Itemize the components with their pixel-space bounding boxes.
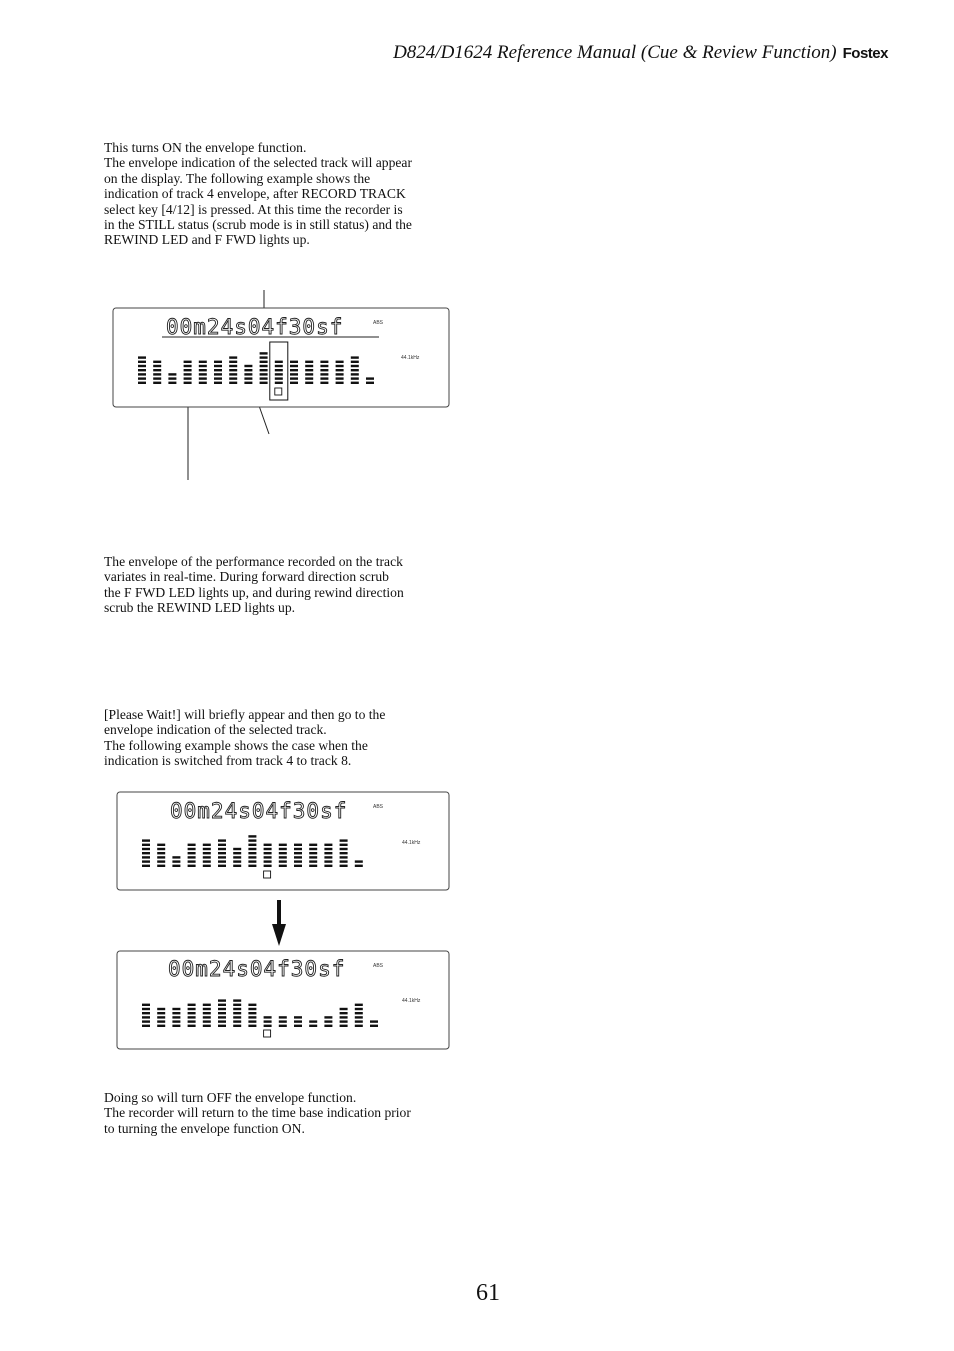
manual-title: D824/D1624 Reference Manual (Cue & Review Function) (393, 42, 837, 63)
meter-segment (218, 865, 226, 867)
meter-segment (142, 1016, 150, 1018)
lcd-display-1 (113, 308, 449, 407)
meter-segment (336, 365, 344, 367)
meter-segment (142, 848, 150, 850)
meter-segment (153, 382, 161, 384)
meter-segment (340, 1025, 348, 1027)
meter-segment (294, 860, 302, 862)
meter-segment (294, 856, 302, 858)
meter-segment (294, 1020, 302, 1022)
meter-segment (233, 1008, 241, 1010)
meter-segment (294, 844, 302, 846)
selected-track-marker (275, 388, 282, 395)
page-number: 61 (476, 1280, 500, 1306)
meter-segment (229, 365, 237, 367)
meter-segment (248, 1020, 256, 1022)
text-line: scrub the REWIND LED lights up. (104, 600, 296, 616)
meter-segment (199, 365, 207, 367)
meter-segment (233, 865, 241, 867)
meter-segment (188, 1004, 196, 1006)
meter-segment (264, 865, 272, 867)
meter-segment (260, 369, 268, 371)
meter-segment (340, 1020, 348, 1022)
meter-segment (370, 1025, 378, 1027)
meter-segment (229, 361, 237, 363)
meter-segment (309, 856, 317, 858)
meter-segment (199, 373, 207, 375)
meter-segment (233, 856, 241, 858)
meter-segment (248, 839, 256, 841)
lcd-time-readout: 00m24s04f30sf (168, 957, 346, 981)
meter-segment (290, 365, 298, 367)
meter-segment (142, 856, 150, 858)
meter-segment (188, 1012, 196, 1014)
meter-segment (279, 860, 287, 862)
meter-segment (138, 382, 146, 384)
meter-segment (138, 369, 146, 371)
meter-segment (188, 865, 196, 867)
meter-segment (188, 1020, 196, 1022)
meter-segment (248, 835, 256, 837)
meter-segment (214, 377, 222, 379)
meter-segment (233, 860, 241, 862)
meter-segment (248, 844, 256, 846)
meter-segment (324, 848, 332, 850)
meter-segment (188, 852, 196, 854)
meter-segment (168, 373, 176, 375)
meter-segment (153, 369, 161, 371)
meter-segment (184, 373, 192, 375)
meter-segment (203, 856, 211, 858)
meter-segment (153, 377, 161, 379)
meter-segment (218, 1025, 226, 1027)
meter-segment (248, 1004, 256, 1006)
meter-segment (142, 1008, 150, 1010)
meter-segment (188, 1025, 196, 1027)
meter-segment (264, 852, 272, 854)
meter-segment (260, 382, 268, 384)
meter-segment (309, 1020, 317, 1022)
meter-segment (305, 365, 313, 367)
meter-segment (279, 844, 287, 846)
meter-segment (233, 1012, 241, 1014)
meter-segment (142, 839, 150, 841)
meter-segment (188, 848, 196, 850)
meter-segment (336, 373, 344, 375)
meter-segment (320, 377, 328, 379)
meter-segment (309, 1025, 317, 1027)
brand-logo: Fostex (842, 45, 888, 62)
meter-segment (203, 860, 211, 862)
text-line: REWIND LED and F FWD lights up. (104, 232, 310, 248)
meter-segment (260, 356, 268, 358)
meter-segment (336, 369, 344, 371)
meter-segment (142, 852, 150, 854)
meter-segment (355, 865, 363, 867)
meter-segment (214, 382, 222, 384)
meter-segment (305, 361, 313, 363)
meter-segment (248, 848, 256, 850)
meter-segment (340, 848, 348, 850)
meter-segment (218, 852, 226, 854)
meter-segment (218, 1020, 226, 1022)
meter-segment (309, 865, 317, 867)
meter-segment (233, 1020, 241, 1022)
meter-segment (355, 1012, 363, 1014)
meter-segment (157, 1008, 165, 1010)
meter-segment (340, 1016, 348, 1018)
meter-segment (172, 1020, 180, 1022)
meter-segment (336, 382, 344, 384)
meter-segment (290, 361, 298, 363)
meter-segment (320, 373, 328, 375)
meter-segment (366, 382, 374, 384)
meter-segment (142, 1012, 150, 1014)
meter-segment (248, 1008, 256, 1010)
text-line: select key [4/12] is pressed. At this time the recorder is (104, 201, 403, 217)
meter-segment (294, 1016, 302, 1018)
meter-segment (260, 373, 268, 375)
meter-segment (351, 365, 359, 367)
meter-segment (229, 377, 237, 379)
meter-segment (279, 1020, 287, 1022)
meter-segment (153, 373, 161, 375)
meter-segment (203, 1020, 211, 1022)
meter-segment (157, 860, 165, 862)
meter-segment (184, 369, 192, 371)
meter-segment (351, 361, 359, 363)
meter-segment (172, 860, 180, 862)
text-line: envelope indication of the selected track. (104, 722, 327, 738)
meter-segment (214, 365, 222, 367)
meter-segment (188, 1008, 196, 1010)
meter-segment (199, 377, 207, 379)
meter-segment (188, 860, 196, 862)
meter-segment (153, 365, 161, 367)
meter-segment (336, 361, 344, 363)
meter-segment (324, 844, 332, 846)
text-line: The envelope indication of the selected track will appear (104, 155, 412, 171)
meter-segment (248, 856, 256, 858)
meter-segment (294, 1025, 302, 1027)
meter-segment (351, 382, 359, 384)
meter-segment (320, 361, 328, 363)
meter-segment (260, 365, 268, 367)
abs-indicator: ABS (373, 320, 384, 326)
meter-segment (248, 852, 256, 854)
meter-segment (264, 844, 272, 846)
text-line: on the display. The following example shows the (104, 170, 371, 186)
meter-segment (157, 856, 165, 858)
meter-segment (203, 1012, 211, 1014)
meter-segment (233, 1025, 241, 1027)
meter-segment (142, 1025, 150, 1027)
meter-segment (218, 1016, 226, 1018)
meter-segment (233, 848, 241, 850)
meter-segment (260, 352, 268, 354)
meter-segment (188, 844, 196, 846)
text-line: [Please Wait!] will briefly appear and then go to the (104, 707, 386, 722)
meter-segment (275, 377, 283, 379)
meter-segment (324, 1020, 332, 1022)
text-line: indication is switched from track 4 to track 8. (104, 753, 352, 769)
meter-segment (172, 1016, 180, 1018)
meter-segment (142, 860, 150, 862)
meter-segment (199, 361, 207, 363)
meter-segment (290, 382, 298, 384)
meter-segment (340, 844, 348, 846)
meter-segment (142, 1020, 150, 1022)
meter-segment (340, 1012, 348, 1014)
text-line: indication of track 4 envelope, after RECORD TRACK (104, 186, 406, 202)
meter-segment (203, 865, 211, 867)
meter-segment (305, 377, 313, 379)
meter-segment (218, 839, 226, 841)
meter-segment (229, 373, 237, 375)
meter-segment (157, 852, 165, 854)
lcd-display-2 (117, 792, 449, 890)
meter-segment (138, 377, 146, 379)
meter-segment (233, 1016, 241, 1018)
meter-segment (218, 856, 226, 858)
text-line: the F FWD LED lights up, and during rewind direction (104, 584, 404, 600)
meter-segment (248, 865, 256, 867)
selected-track-marker (264, 1030, 271, 1037)
meter-segment (340, 1008, 348, 1010)
meter-segment (370, 1020, 378, 1022)
meter-segment (157, 1020, 165, 1022)
meter-segment (138, 373, 146, 375)
meter-segment (244, 369, 252, 371)
meter-segment (172, 856, 180, 858)
meter-segment (355, 860, 363, 862)
abs-indicator: ABS (373, 963, 384, 969)
meter-segment (218, 860, 226, 862)
abs-indicator: ABS (373, 804, 384, 810)
text-line: The following example shows the case when the (104, 737, 368, 753)
meter-segment (218, 848, 226, 850)
meter-segment (340, 852, 348, 854)
meter-segment (279, 865, 287, 867)
meter-segment (260, 377, 268, 379)
text-line: Doing so will turn OFF the envelope function. (104, 1090, 357, 1105)
meter-segment (138, 365, 146, 367)
meter-segment (218, 999, 226, 1001)
meter-segment (218, 1004, 226, 1006)
meter-segment (355, 1008, 363, 1010)
meter-segment (244, 377, 252, 379)
meter-segment (142, 865, 150, 867)
meter-segment (203, 1004, 211, 1006)
meter-segment (290, 369, 298, 371)
meter-segment (290, 377, 298, 379)
meter-segment (340, 856, 348, 858)
meter-segment (248, 1012, 256, 1014)
meter-segment (157, 865, 165, 867)
meter-segment (157, 848, 165, 850)
meter-segment (264, 860, 272, 862)
meter-segment (244, 373, 252, 375)
text-line: to turning the envelope function ON. (104, 1120, 305, 1136)
meter-segment (260, 361, 268, 363)
meter-segment (340, 839, 348, 841)
meter-segment (355, 1025, 363, 1027)
meter-segment (275, 373, 283, 375)
meter-segment (290, 373, 298, 375)
meter-segment (264, 1016, 272, 1018)
meter-segment (264, 1025, 272, 1027)
meter-segment (351, 377, 359, 379)
meter-segment (275, 365, 283, 367)
meter-segment (324, 865, 332, 867)
meter-segment (351, 356, 359, 358)
selected-track-marker (264, 871, 271, 878)
meter-segment (279, 1016, 287, 1018)
meter-segment (199, 369, 207, 371)
meter-segment (203, 1016, 211, 1018)
meter-segment (157, 1016, 165, 1018)
meter-segment (168, 377, 176, 379)
meter-segment (157, 1025, 165, 1027)
sample-rate-indicator: 44.1kHz (402, 840, 421, 846)
meter-segment (203, 848, 211, 850)
meter-segment (229, 356, 237, 358)
meter-segment (244, 382, 252, 384)
meter-segment (203, 844, 211, 846)
meter-segment (336, 377, 344, 379)
meter-segment (294, 865, 302, 867)
meter-segment (324, 1016, 332, 1018)
meter-segment (214, 361, 222, 363)
meter-segment (275, 361, 283, 363)
meter-segment (157, 1012, 165, 1014)
meter-segment (275, 369, 283, 371)
meter-segment (351, 373, 359, 375)
meter-segment (324, 856, 332, 858)
meter-segment (294, 848, 302, 850)
meter-segment (320, 365, 328, 367)
meter-segment (324, 860, 332, 862)
meter-segment (172, 1025, 180, 1027)
text-line: The envelope of the performance recorded on the track (104, 554, 403, 569)
meter-segment (153, 361, 161, 363)
meter-segment (199, 382, 207, 384)
meter-segment (188, 1016, 196, 1018)
meter-segment (188, 856, 196, 858)
meter-segment (355, 1004, 363, 1006)
text-line: The recorder will return to the time base indication prior (104, 1105, 411, 1121)
meter-segment (172, 865, 180, 867)
meter-segment (142, 844, 150, 846)
meter-segment (203, 852, 211, 854)
meter-segment (324, 852, 332, 854)
meter-segment (279, 856, 287, 858)
meter-segment (248, 1025, 256, 1027)
meter-segment (264, 1020, 272, 1022)
meter-segment (138, 356, 146, 358)
meter-segment (218, 1008, 226, 1010)
meter-segment (184, 365, 192, 367)
down-arrow-icon (272, 900, 286, 946)
meter-segment (279, 1025, 287, 1027)
meter-segment (279, 848, 287, 850)
meter-segment (184, 377, 192, 379)
meter-segment (184, 361, 192, 363)
meter-segment (320, 382, 328, 384)
meter-segment (309, 852, 317, 854)
meter-segment (340, 865, 348, 867)
meter-segment (233, 1004, 241, 1006)
meter-segment (305, 373, 313, 375)
meter-segment (355, 1020, 363, 1022)
text-line: in the STILL status (scrub mode is in still status) and the (104, 217, 412, 233)
meter-segment (305, 382, 313, 384)
meter-segment (184, 382, 192, 384)
meter-segment (355, 1016, 363, 1018)
meter-segment (218, 1012, 226, 1014)
meter-segment (309, 844, 317, 846)
meter-segment (157, 844, 165, 846)
meter-segment (248, 860, 256, 862)
meter-segment (309, 848, 317, 850)
meter-segment (294, 852, 302, 854)
meter-segment (366, 377, 374, 379)
meter-segment (214, 369, 222, 371)
text-line: This turns ON the envelope function. (104, 140, 307, 155)
meter-segment (233, 852, 241, 854)
meter-segment (351, 369, 359, 371)
meter-segment (279, 852, 287, 854)
text-line: variates in real-time. During forward direction scrub (104, 569, 389, 585)
meter-segment (214, 373, 222, 375)
meter-segment (168, 382, 176, 384)
meter-segment (275, 382, 283, 384)
meter-segment (172, 1008, 180, 1010)
meter-segment (203, 1008, 211, 1010)
meter-segment (244, 365, 252, 367)
meter-segment (218, 844, 226, 846)
meter-segment (305, 369, 313, 371)
sample-rate-indicator: 44.1kHz (402, 998, 421, 1004)
meter-segment (172, 1012, 180, 1014)
meter-segment (309, 860, 317, 862)
meter-segment (324, 1025, 332, 1027)
meter-segment (264, 856, 272, 858)
meter-segment (229, 382, 237, 384)
lcd-time-readout: 00m24s04f30sf (166, 315, 344, 339)
meter-segment (248, 1016, 256, 1018)
meter-segment (320, 369, 328, 371)
meter-segment (340, 860, 348, 862)
meter-segment (233, 999, 241, 1001)
lcd-display-3 (117, 951, 449, 1049)
meter-segment (264, 848, 272, 850)
lcd-time-readout: 00m24s04f30sf (170, 799, 348, 823)
meter-segment (229, 369, 237, 371)
meter-segment (138, 361, 146, 363)
meter-segment (203, 1025, 211, 1027)
sample-rate-indicator: 44.1kHz (401, 355, 420, 361)
meter-segment (142, 1004, 150, 1006)
